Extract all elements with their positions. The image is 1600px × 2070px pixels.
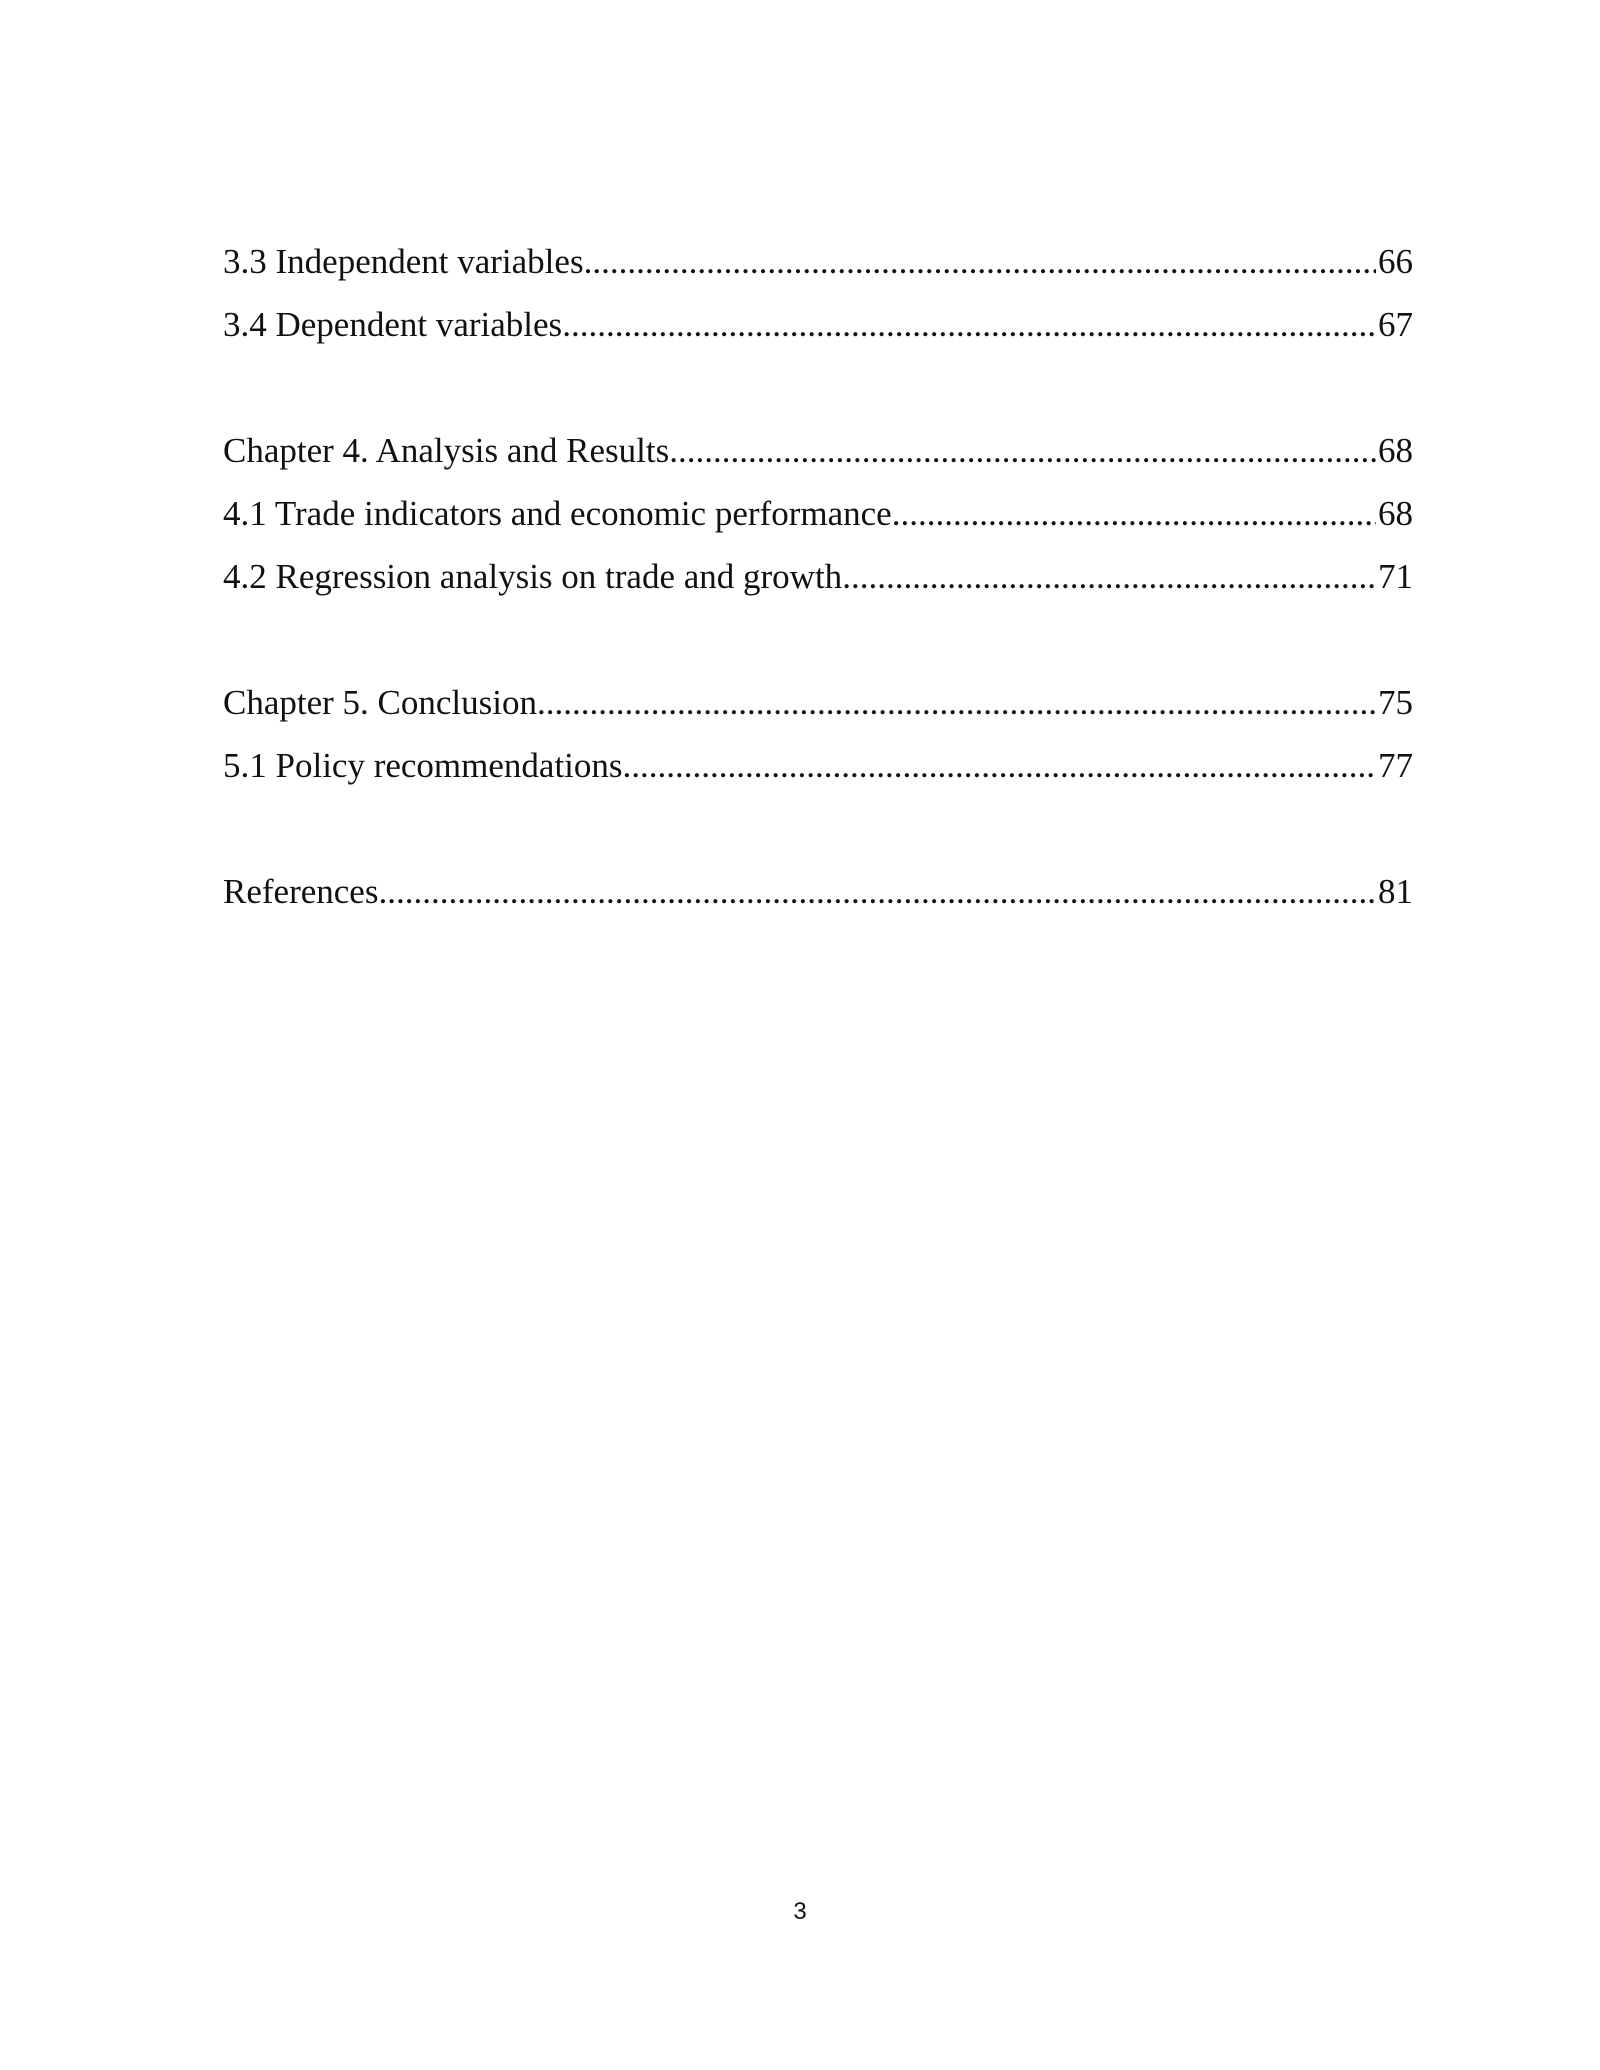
toc-entry-title: References: [223, 872, 379, 911]
toc-entry-page: 68: [1378, 494, 1413, 533]
toc-entry-chapter-4[interactable]: [223, 419, 1413, 482]
toc-entry-3-4[interactable]: [223, 293, 1413, 356]
toc-entry-references[interactable]: [223, 860, 1413, 923]
toc-entry-page: 68: [1378, 431, 1413, 470]
dot-leader: [669, 419, 1376, 482]
toc-entry-title: 4.1 Trade indicators and economic performance: [223, 494, 892, 533]
toc-entry-page: 67: [1378, 305, 1413, 344]
toc-entry-page: 81: [1378, 872, 1413, 911]
toc-entry-title: 3.4 Dependent variables: [223, 305, 563, 344]
dot-leader: [623, 734, 1376, 797]
dot-leader: [842, 545, 1376, 608]
toc-entry-chapter-5[interactable]: [223, 671, 1413, 734]
toc-entry-3-3[interactable]: [223, 230, 1413, 293]
toc-entry-5-1[interactable]: [223, 734, 1413, 797]
toc-entry-page: 66: [1378, 242, 1413, 281]
toc-entry-title: Chapter 4. Analysis and Results: [223, 431, 670, 470]
toc-entry-title: Chapter 5. Conclusion: [223, 683, 537, 722]
dot-leader: [584, 230, 1376, 293]
dot-leader: [892, 482, 1376, 545]
toc-entry-title: 4.2 Regression analysis on trade and growth: [223, 557, 843, 596]
dot-leader: [537, 671, 1376, 734]
dot-leader: [378, 860, 1376, 923]
toc-entry-4-2[interactable]: [223, 545, 1413, 608]
table-of-contents: [223, 230, 1413, 923]
toc-entry-page: 77: [1378, 746, 1413, 785]
toc-entry-4-1[interactable]: [223, 482, 1413, 545]
page-number: 3: [793, 1898, 807, 1925]
toc-entry-title: 5.1 Policy recommendations: [223, 746, 623, 785]
toc-entry-title: 3.3 Independent variables: [223, 242, 584, 281]
toc-entry-page: 75: [1378, 683, 1413, 722]
dot-leader: [562, 293, 1376, 356]
toc-entry-page: 71: [1378, 557, 1413, 596]
